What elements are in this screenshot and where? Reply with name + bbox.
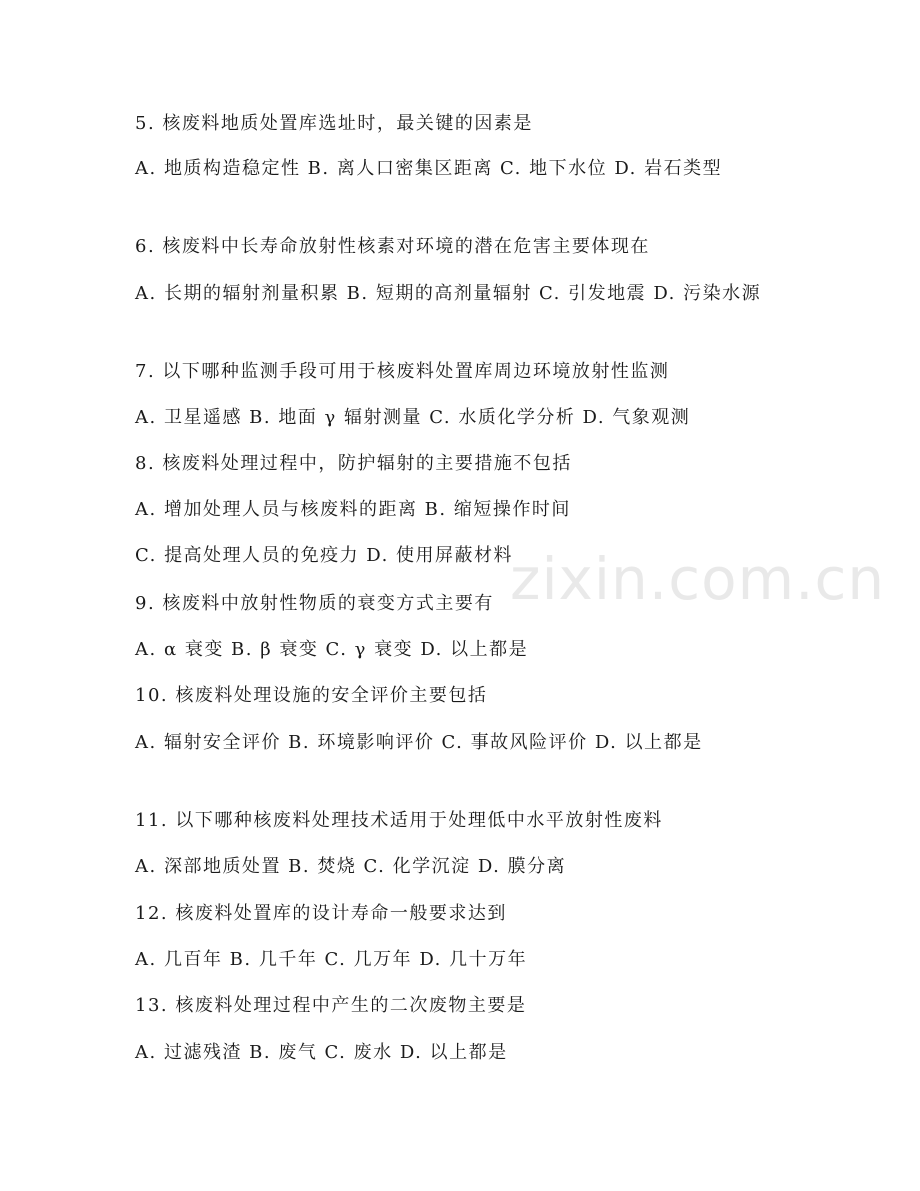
- options-9: A. α 衰变 B. β 衰变 C. γ 衰变 D. 以上都是: [135, 639, 529, 660]
- options-8-cd: C. 提高处理人员的免疫力 D. 使用屏蔽材料: [135, 545, 514, 566]
- options-8-ab: A. 增加处理人员与核废料的距离 B. 缩短操作时间: [135, 499, 571, 520]
- question-10: 10. 核废料处理设施的安全评价主要包括: [135, 685, 488, 706]
- question-8: 8. 核废料处理过程中，防护辐射的主要措施不包括: [135, 453, 572, 474]
- question-7: 7. 以下哪种监测手段可用于核废料处置库周边环境放射性监测: [135, 361, 670, 382]
- question-11: 11. 以下哪种核废料处理技术适用于处理低中水平放射性废料: [135, 810, 663, 831]
- options-5: A. 地质构造稳定性 B. 离人口密集区距离 C. 地下水位 D. 岩石类型: [135, 158, 723, 179]
- watermark: zixin.com.cn: [510, 545, 886, 613]
- question-5: 5. 核废料地质处置库选址时，最关键的因素是: [135, 113, 533, 134]
- question-13: 13. 核废料处理过程中产生的二次废物主要是: [135, 995, 527, 1016]
- question-6: 6. 核废料中长寿命放射性核素对环境的潜在危害主要体现在: [135, 236, 650, 257]
- options-11: A. 深部地质处置 B. 焚烧 C. 化学沉淀 D. 膜分离: [135, 856, 567, 877]
- question-9: 9. 核废料中放射性物质的衰变方式主要有: [135, 593, 494, 614]
- question-12: 12. 核废料处置库的设计寿命一般要求达到: [135, 903, 507, 924]
- options-7: A. 卫星遥感 B. 地面 γ 辐射测量 C. 水质化学分析 D. 气象观测: [135, 407, 691, 428]
- options-6: A. 长期的辐射剂量积累 B. 短期的高剂量辐射 C. 引发地震 D. 污染水源: [135, 283, 762, 304]
- options-13: A. 过滤残渣 B. 废气 C. 废水 D. 以上都是: [135, 1042, 508, 1063]
- options-12: A. 几百年 B. 几千年 C. 几万年 D. 几十万年: [135, 949, 528, 970]
- options-10: A. 辐射安全评价 B. 环境影响评价 C. 事故风险评价 D. 以上都是: [135, 732, 703, 753]
